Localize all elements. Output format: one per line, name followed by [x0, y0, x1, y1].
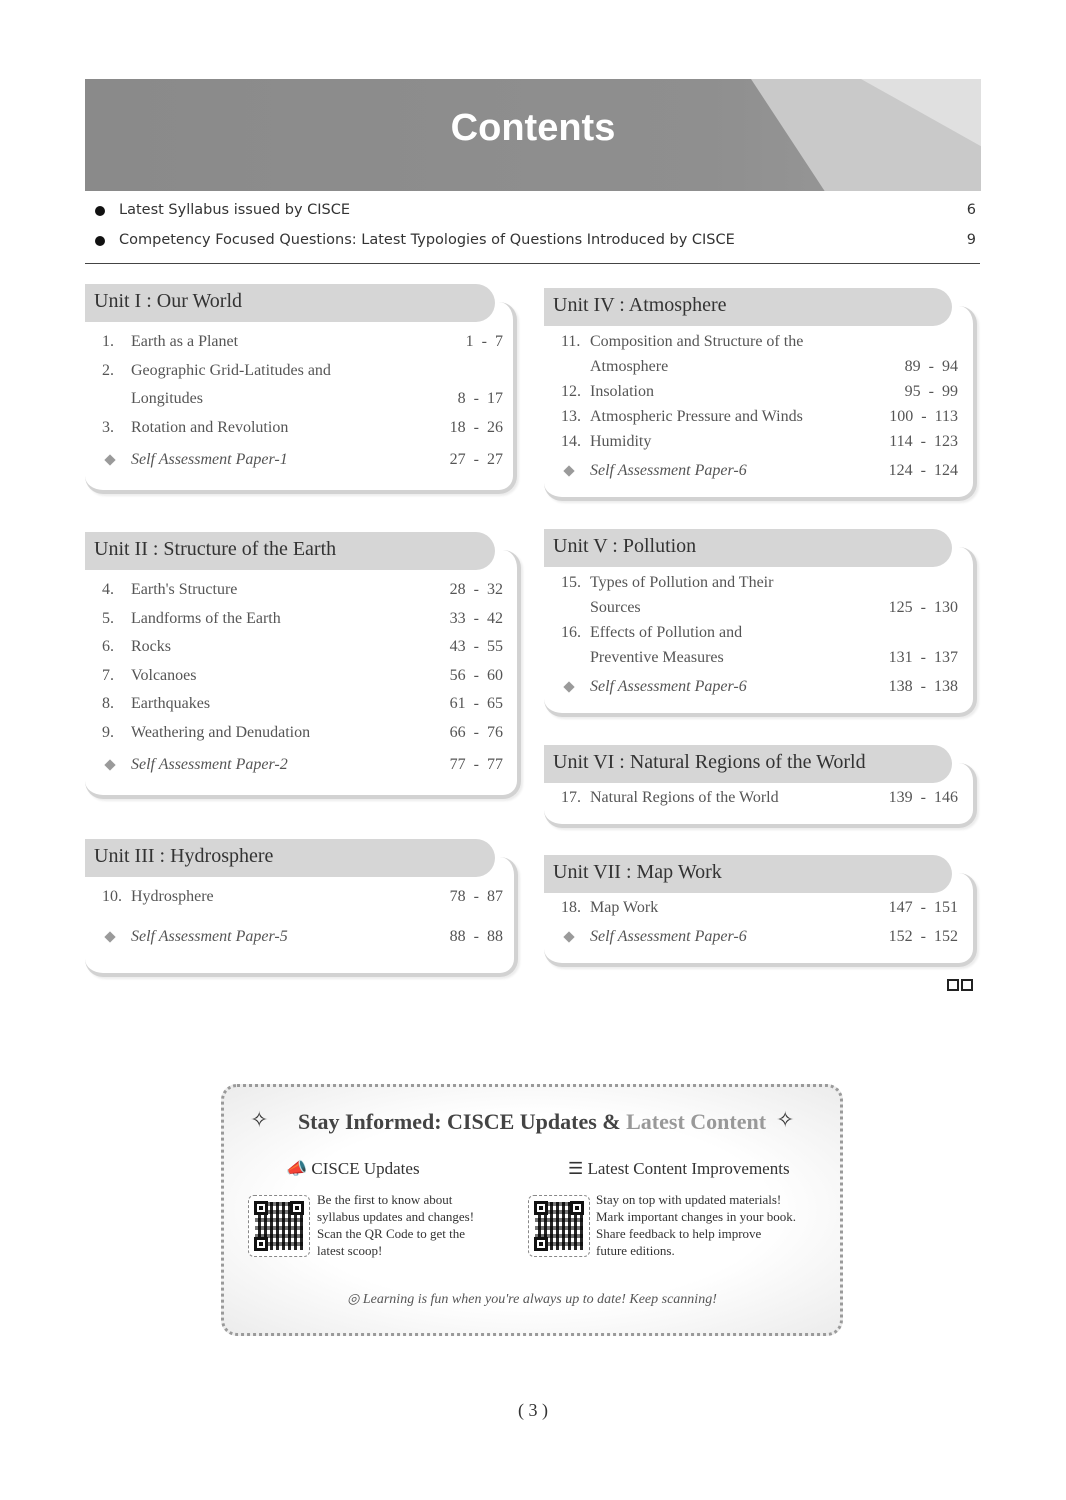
- chapter-number: 6.: [102, 638, 114, 655]
- chapter-title: Volcanoes: [131, 666, 197, 684]
- chapter-title: Earth as a Planet: [131, 333, 239, 350]
- chapter-title: Insolation: [590, 383, 654, 400]
- chapter-row[interactable]: [561, 789, 964, 814]
- intro-item: [85, 200, 980, 222]
- unit-title: Unit VII : Map Work: [553, 861, 722, 883]
- chapter-title: Landforms of the Earth: [131, 609, 281, 627]
- chapter-number: 2.: [102, 361, 114, 379]
- self-assessment-row[interactable]: [102, 451, 504, 480]
- chapter-title: Map Work: [590, 899, 659, 916]
- unit-title-tab: [85, 532, 495, 570]
- page-range: 89 - 94: [904, 358, 958, 375]
- page-range: 139 - 146: [888, 789, 958, 806]
- self-assessment-row[interactable]: [561, 678, 964, 703]
- chapter-row[interactable]: [102, 333, 504, 362]
- chapter-row[interactable]: [102, 888, 505, 924]
- qr-code-cisce-updates[interactable]: [248, 1195, 310, 1257]
- chapter-row[interactable]: [102, 638, 508, 667]
- chapter-number: 13.: [561, 408, 581, 425]
- diamond-icon: [104, 931, 115, 942]
- unit-title-tab: [544, 529, 952, 567]
- chapter-row[interactable]: [561, 624, 964, 674]
- chapter-number: 11.: [561, 333, 581, 350]
- page-range: 78 - 87: [449, 888, 503, 905]
- unit-title-tab: [85, 284, 495, 322]
- chapter-title: Self Assessment Paper-6: [590, 928, 747, 945]
- updates-title-light: Latest Content: [626, 1109, 767, 1134]
- intro-item: [85, 230, 980, 252]
- page-range: 100 - 113: [889, 408, 958, 425]
- unit-card: [85, 284, 517, 494]
- chapter-number: 3.: [102, 418, 114, 436]
- chapter-title: Natural Regions of the World: [590, 789, 779, 806]
- updates-title-main: Stay Informed: CISCE Updates &: [297, 1109, 621, 1134]
- unit-card: [544, 529, 977, 717]
- chapter-title: Atmosphere: [590, 358, 669, 375]
- diamond-icon: [563, 681, 574, 692]
- page-range: 95 - 99: [904, 383, 958, 400]
- content-improvements-description: Stay on top with updated materials! Mark important changes in your book. Share feedback to help improve future editions.: [596, 1192, 797, 1258]
- chapter-title: Humidity: [590, 433, 652, 450]
- page-range: 114 - 123: [889, 433, 958, 450]
- page-range: 152 - 152: [888, 928, 958, 945]
- updates-title: [224, 1109, 840, 1135]
- chapter-title: Types of Pollution and Their: [590, 574, 774, 591]
- chapter-row[interactable]: [561, 433, 964, 458]
- unit-title-tab: [544, 855, 952, 893]
- chapter-title: Rotation and Revolution: [131, 418, 289, 436]
- updates-tagline: ◎ Learning is fun when you're always up to date! Keep scanning!: [347, 1292, 717, 1307]
- page-range: 88 - 88: [449, 927, 503, 945]
- chapter-row[interactable]: [561, 383, 964, 408]
- page-range: 131 - 137: [888, 649, 958, 666]
- page-range: 124 - 124: [888, 462, 958, 479]
- page-range: 18 - 26: [449, 418, 503, 436]
- intro-item-text: Latest Syllabus issued by CISCE: [119, 202, 351, 218]
- cisce-updates-heading: 📣 CISCE Updates: [286, 1159, 420, 1178]
- chapter-row[interactable]: [561, 408, 964, 433]
- page-range: 8 - 17: [457, 390, 503, 407]
- chapter-row[interactable]: [102, 667, 508, 696]
- chapter-row[interactable]: [102, 724, 508, 753]
- bullet-icon: [95, 236, 105, 246]
- unit-title-tab: [544, 288, 952, 326]
- unit-card: [544, 855, 977, 967]
- unit-title: Unit VI : Natural Regions of the World: [553, 751, 866, 773]
- page-number: ( 3 ): [518, 1400, 548, 1420]
- chapter-number: 9.: [102, 723, 114, 741]
- chapter-title: Geographic Grid-Latitudes and: [131, 361, 331, 379]
- chapter-number: 1.: [102, 333, 114, 350]
- list-icon: ☰: [568, 1159, 584, 1178]
- chapter-row[interactable]: [561, 574, 964, 624]
- self-assessment-row[interactable]: [102, 756, 508, 785]
- chapter-title: Self Assessment Paper-1: [131, 451, 288, 468]
- unit-title: Unit III : Hydrosphere: [94, 845, 274, 867]
- chapter-number: 15.: [561, 574, 581, 591]
- chapter-number: 4.: [102, 581, 114, 598]
- intro-item-text: Competency Focused Questions: Latest Typologies of Questions Introduced by CISCE: [119, 232, 735, 248]
- unit-title: Unit IV : Atmosphere: [553, 294, 727, 316]
- chapter-title: Self Assessment Paper-6: [590, 462, 747, 479]
- target-icon: ◎: [347, 1292, 360, 1307]
- unit-title-tab: [544, 745, 952, 783]
- page-range: 56 - 60: [449, 666, 503, 684]
- unit-card: [544, 288, 977, 501]
- unit-title: Unit I : Our World: [94, 290, 243, 312]
- chapter-number: 12.: [561, 383, 581, 400]
- diamond-icon: [104, 454, 115, 465]
- qr-code-content-improvements[interactable]: [528, 1195, 590, 1257]
- unit-card: [544, 745, 977, 828]
- chapter-title: Self Assessment Paper-6: [590, 678, 747, 695]
- chapter-title: Preventive Measures: [590, 649, 724, 666]
- diamond-icon: [563, 465, 574, 476]
- chapter-title: Weathering and Denudation: [131, 723, 311, 741]
- chapter-number: 16.: [561, 624, 581, 641]
- megaphone-icon: 📣: [286, 1159, 308, 1178]
- chapter-title: Rocks: [131, 638, 171, 655]
- chapter-title: Earthquakes: [131, 695, 211, 712]
- unit-title: Unit II : Structure of the Earth: [94, 538, 337, 560]
- chapter-number: 10.: [102, 888, 122, 905]
- diamond-icon: [104, 759, 115, 770]
- chapter-number: 8.: [102, 695, 114, 712]
- page-range: 125 - 130: [888, 599, 958, 616]
- contents-banner: [85, 79, 981, 191]
- diamond-icon: [563, 931, 574, 942]
- intro-item-page: 6: [966, 202, 976, 218]
- unit-card: [85, 532, 521, 799]
- cisce-updates-description: Be the first to know about syllabus updates and changes! Scan the QR Code to get the latest scoop!: [317, 1192, 475, 1258]
- chapter-number: 14.: [561, 433, 581, 450]
- page-range: 77 - 77: [449, 756, 503, 773]
- chapter-title: Composition and Structure of the: [590, 333, 804, 350]
- sparkle-icon: ✧: [250, 1107, 269, 1132]
- chapter-title: Earth's Structure: [131, 581, 238, 598]
- page-range: 66 - 76: [449, 723, 503, 741]
- chapter-title: Hydrosphere: [131, 888, 214, 905]
- content-improvements-heading: ☰ Latest Content Improvements: [568, 1159, 790, 1178]
- page-title: Contents: [450, 107, 616, 149]
- page-range: 138 - 138: [888, 678, 958, 695]
- self-assessment-row[interactable]: [102, 928, 505, 964]
- chapter-title: Longitudes: [131, 390, 203, 407]
- page-range: 43 - 55: [449, 638, 503, 655]
- chapter-row[interactable]: [102, 362, 504, 419]
- chapter-row[interactable]: [102, 419, 504, 448]
- sparkle-icon: ✧: [776, 1107, 795, 1132]
- chapter-row[interactable]: [102, 695, 508, 724]
- chapter-row[interactable]: [561, 333, 964, 383]
- page-range: 1 - 7: [465, 333, 503, 350]
- end-mark: [947, 978, 975, 996]
- page-range: 147 - 151: [888, 899, 958, 916]
- chapter-title: Atmospheric Pressure and Winds: [590, 408, 803, 425]
- chapter-row[interactable]: [102, 610, 508, 639]
- page-range: 61 - 65: [449, 695, 503, 712]
- chapter-row[interactable]: [102, 581, 508, 610]
- page-range: 28 - 32: [449, 581, 503, 598]
- chapter-number: 5.: [102, 609, 114, 627]
- chapter-title: Effects of Pollution and: [590, 624, 743, 641]
- self-assessment-row[interactable]: [561, 928, 964, 953]
- chapter-title: Self Assessment Paper-2: [131, 756, 288, 773]
- unit-card: [85, 839, 518, 977]
- self-assessment-row[interactable]: [561, 462, 964, 487]
- chapter-number: 18.: [561, 899, 581, 916]
- intro-item-page: 9: [966, 232, 976, 248]
- bullet-icon: [95, 206, 105, 216]
- updates-box: [221, 1084, 843, 1336]
- chapter-title: Sources: [590, 599, 641, 616]
- chapter-row[interactable]: [561, 899, 964, 924]
- chapter-number: 7.: [102, 666, 114, 684]
- unit-title: Unit V : Pollution: [553, 535, 697, 557]
- page-range: 27 - 27: [449, 451, 503, 468]
- chapter-title: Self Assessment Paper-5: [131, 927, 288, 945]
- intro-list: [85, 196, 980, 264]
- unit-title-tab: [85, 839, 495, 877]
- page-range: 33 - 42: [449, 609, 503, 627]
- chapter-number: 17.: [561, 789, 581, 806]
